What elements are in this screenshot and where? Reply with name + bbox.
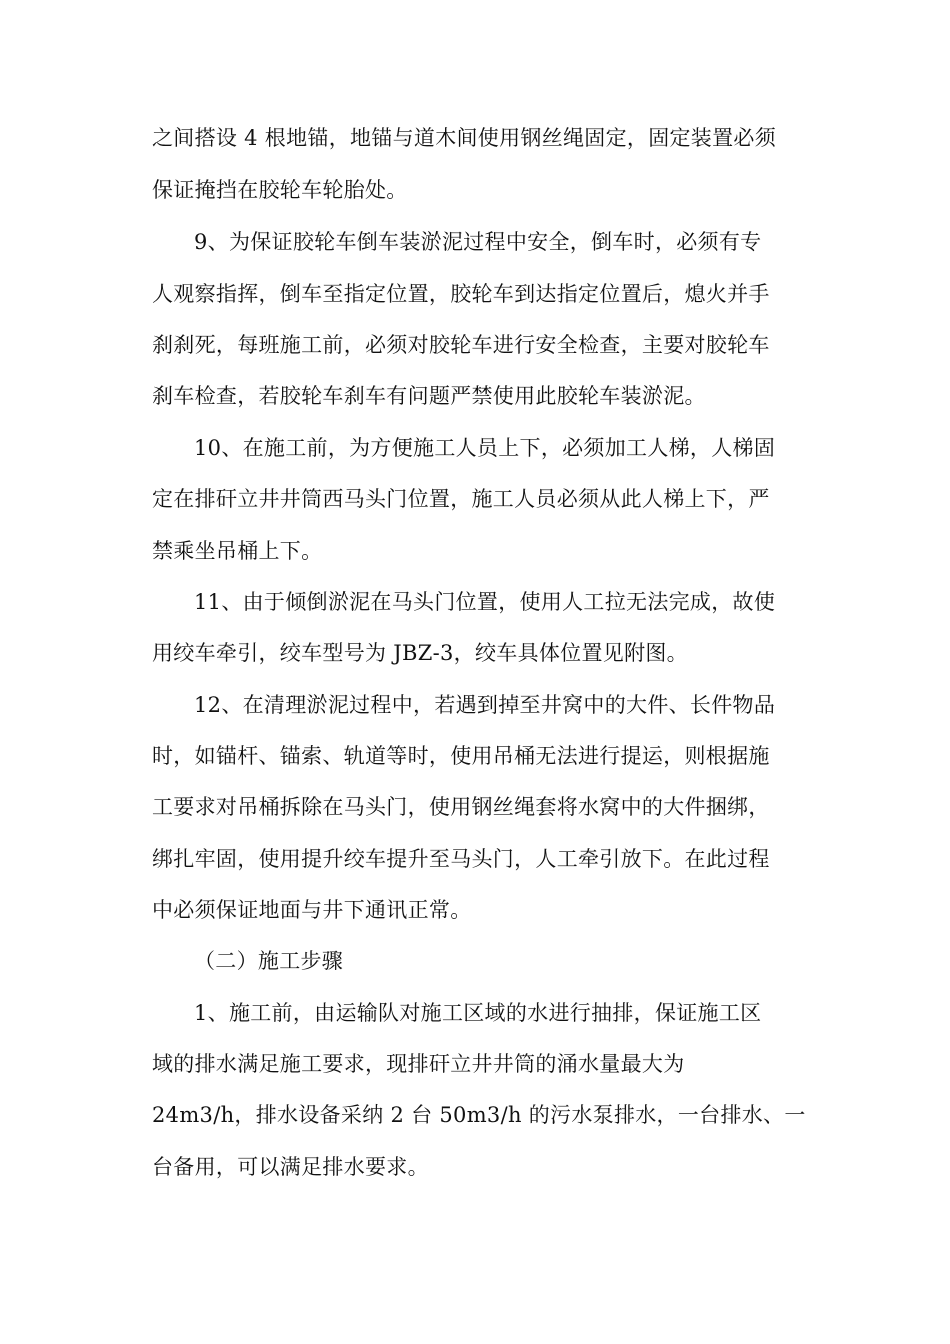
text-line: 中必须保证地面与井下通讯正常。 bbox=[152, 898, 472, 922]
section-heading: （二）施工步骤 bbox=[194, 949, 344, 973]
text-line: 绑扎牢固，使用提升绞车提升至马头门，人工牵引放下。在此过程 bbox=[152, 847, 770, 871]
text-line: 之间搭设 4 根地锚，地锚与道木间使用钢丝绳固定，固定装置必须 bbox=[152, 126, 777, 150]
paragraph-12-start: 12、在清理淤泥过程中，若遇到掉至井窝中的大件、长件物品 bbox=[194, 693, 776, 717]
text-line: 时，如锚杆、锚索、轨道等时，使用吊桶无法进行提运，则根据施 bbox=[152, 744, 770, 768]
text-line: 域的排水满足施工要求，现排矸立井井筒的涌水量最大为 bbox=[152, 1052, 685, 1076]
paragraph-11-start: 11、由于倾倒淤泥在马头门位置，使用人工拉无法完成，故使 bbox=[194, 590, 776, 614]
text-line: 刹车检查，若胶轮车刹车有问题严禁使用此胶轮车装淤泥。 bbox=[152, 384, 706, 408]
text-line: 定在排矸立井井筒西马头门位置，施工人员必须从此人梯上下，严 bbox=[152, 487, 770, 511]
text-line: 台备用，可以满足排水要求。 bbox=[152, 1155, 429, 1179]
paragraph-9-start: 9、为保证胶轮车倒车装淤泥过程中安全，倒车时，必须有专 bbox=[194, 230, 762, 254]
text-line: 刹刹死，每班施工前，必须对胶轮车进行安全检查，主要对胶轮车 bbox=[152, 333, 770, 357]
text-line: 用绞车牵引，绞车型号为 JBZ-3，绞车具体位置见附图。 bbox=[152, 641, 688, 665]
text-line: 禁乘坐吊桶上下。 bbox=[152, 539, 323, 563]
text-line: 工要求对吊桶拆除在马头门，使用钢丝绳套将水窝中的大件捆绑， bbox=[152, 795, 770, 819]
text-line: 保证掩挡在胶轮车轮胎处。 bbox=[152, 178, 408, 202]
paragraph-10-start: 10、在施工前，为方便施工人员上下，必须加工人梯，人梯固 bbox=[194, 436, 776, 460]
text-line: 人观察指挥，倒车至指定位置，胶轮车到达指定位置后，熄火并手 bbox=[152, 282, 770, 306]
step-1-start: 1、施工前，由运输队对施工区域的水进行抽排，保证施工区 bbox=[194, 1001, 762, 1025]
text-line: 24m3/h，排水设备采纳 2 台 50m3/h 的污水泵排水，一台排水、一 bbox=[152, 1103, 806, 1127]
